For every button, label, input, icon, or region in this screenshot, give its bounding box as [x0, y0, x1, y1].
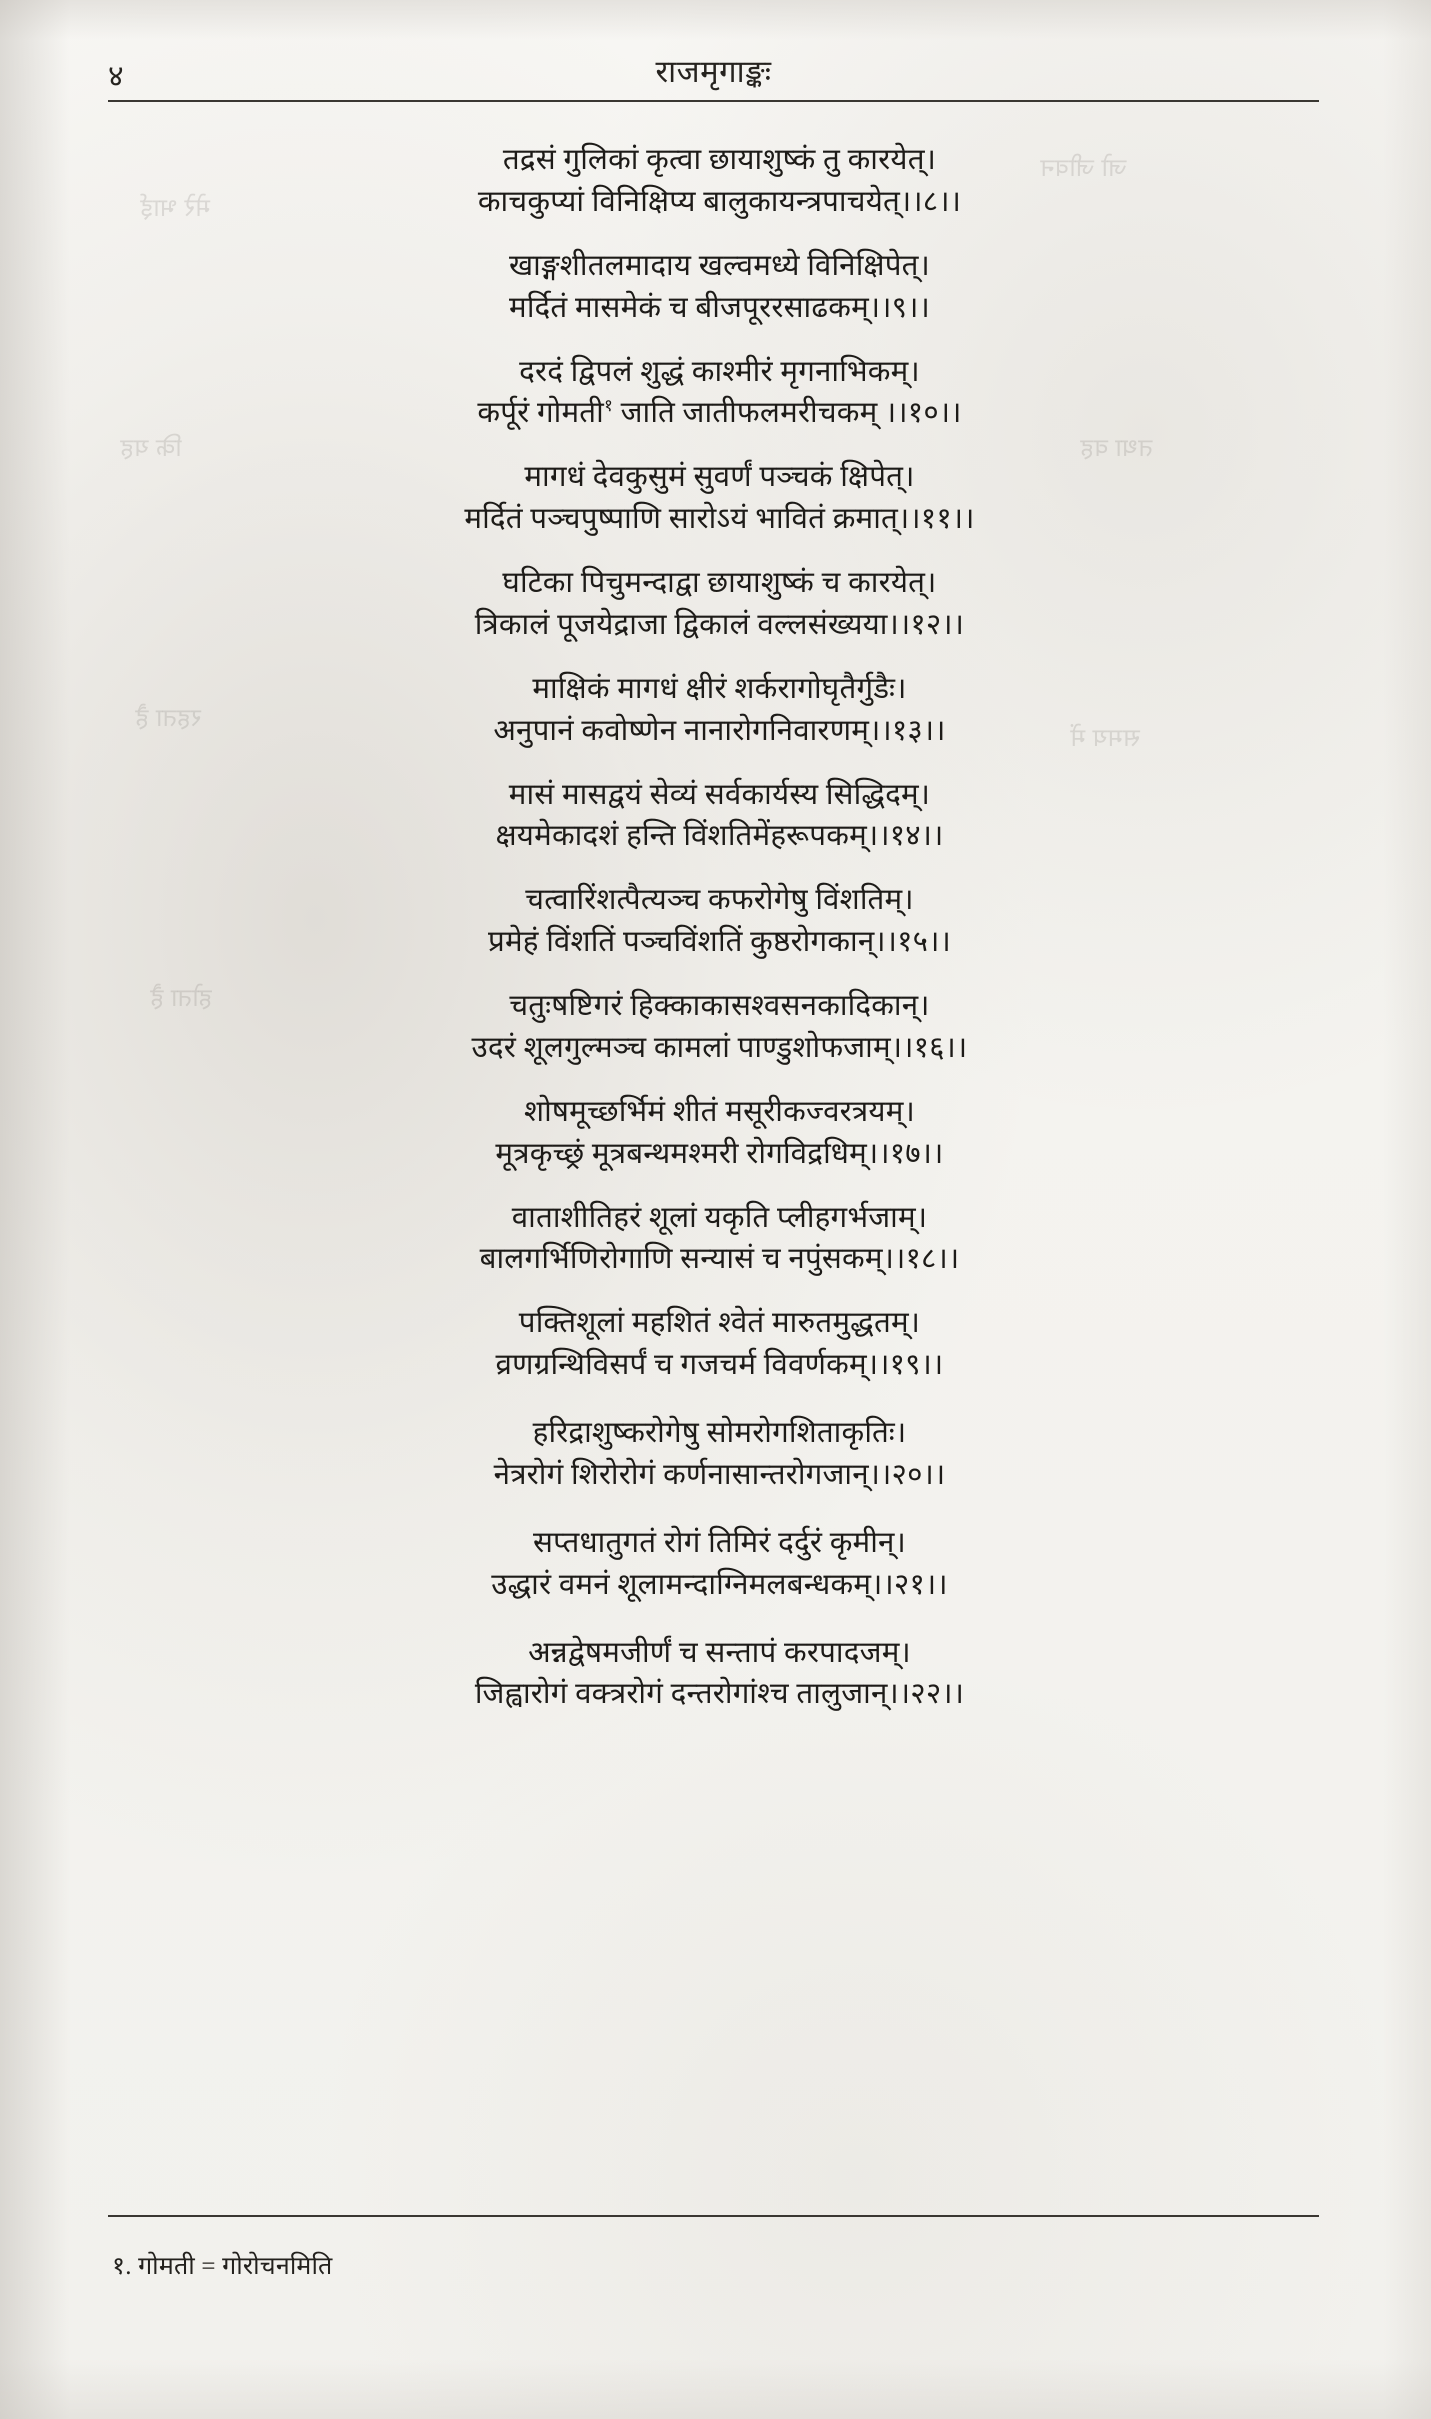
header-rule — [108, 100, 1319, 102]
verse-line: माक्षिकं मागधं क्षीरं शर्करागोघृतैर्गुडैः। — [532, 672, 907, 705]
verse-line: प्रमेहं विंशतिं पञ्चविंशतिं कुष्ठरोगकान्।।१५।। — [487, 926, 951, 959]
verse-line: जिह्वारोगं वक्त्ररोगं दन्तरोगांश्च तालुजान्।।२२।। — [474, 1678, 965, 1711]
verse-block — [120, 880, 1319, 964]
verse-line: बालगर्भिणिरोगाणि सन्यासं च नपुंसकम्।।१८।। — [479, 1243, 960, 1276]
verse-block — [120, 775, 1319, 859]
verse-line: त्रिकालं पूजयेद्राजा द्विकालं वल्लसंख्यया।।१२।। — [474, 608, 965, 641]
bleed-text-4: तथा वह — [1080, 435, 1153, 462]
verse-block — [120, 986, 1319, 1070]
verse-block — [120, 246, 1319, 330]
bleed-text-1: मेरे भाई — [140, 195, 211, 222]
page-edge-shadow-left — [0, 0, 70, 2419]
verse-list — [120, 140, 1319, 1738]
verse-block — [120, 457, 1319, 541]
bleed-text-6: समय में — [1070, 725, 1141, 752]
verse-line: मर्दितं मासमेकं च बीजपूररसाढकम्।।९।। — [509, 291, 930, 324]
bleed-text-5: रहता है — [135, 705, 202, 732]
verse-line: घटिका पिचुमन्दाद्वा छायाशुष्कं च कारयेत्। — [502, 567, 937, 599]
verse-block — [120, 1303, 1319, 1387]
footnote-rule — [108, 2215, 1319, 2217]
verse-block — [120, 140, 1319, 224]
verse-line: कर्पूरं गोमती$^१$ जाति जातीफलमरीचकम् ।।१०।। — [477, 396, 962, 430]
verse-line: वाताशीतिहरं शूलां यकृति प्लीहगर्भजाम्। — [511, 1201, 928, 1234]
page-number: ४ — [108, 60, 124, 93]
page-edge-shadow-right — [1383, 0, 1431, 2419]
verse-line: मागधं देवकुसुमं सुवर्णं पञ्चकं क्षिपेत्। — [524, 461, 915, 494]
verse-line: हरिद्राशुष्करोगेषु सोमरोगशिताकृतिः। — [532, 1417, 907, 1449]
running-title: राजमृगाङ्कः — [655, 54, 772, 89]
verse-line: चतुःषष्टिगरं हिक्काकासश्वसनकादिकान्। — [509, 990, 930, 1022]
verse-block — [120, 563, 1319, 647]
verse-block — [120, 1092, 1319, 1176]
verse-block — [120, 1198, 1319, 1282]
footnote: १. गोमती = गोरोचनमिति — [112, 2253, 333, 2280]
verse-line: दरदं द्विपलं शुद्धं काश्मीरं मृगनाभिकम्। — [519, 355, 920, 388]
verse-line: शोषमूच्छर्भिमं शीतं मसूरीकज्वरत्रयम्। — [524, 1095, 915, 1128]
verse-line: मर्दितं पञ्चपुष्पाणि सारोऽयं भावितं क्रमात्।।११।। — [464, 503, 975, 536]
verse-line: मासं मासद्वयं सेव्यं सर्वकार्यस्य सिद्धिदम्। — [508, 778, 931, 811]
page-header — [108, 48, 1319, 100]
verse-block — [120, 1523, 1319, 1607]
page-edge-shadow-top — [0, 0, 1431, 40]
verse-line: क्षयमेकादशं हन्ति विंशतिमेंहरूपकम्।।१४।। — [495, 820, 944, 853]
verse-line: व्रणग्रन्थिविसर्पं च गजचर्म विवर्णकम्।।१९।। — [495, 1349, 944, 1382]
verse-line: सप्तधातुगतं रोगं तिमिरं दर्दुरं कृमीन्। — [533, 1526, 906, 1559]
verse-line: अन्नद्वेषमजीर्णं च सन्तापं करपादजम्। — [528, 1636, 911, 1669]
verse-block — [120, 352, 1319, 436]
page-edge-shadow-bottom — [0, 2359, 1431, 2419]
verse-block — [120, 669, 1319, 753]
verse-line: खाङ्गशीतलमादाय खल्वमध्ये विनिक्षिपेत्। — [508, 249, 931, 282]
verse-line: मूत्रकृच्छ्रं मूत्रबन्थमश्मरी रोगविद्रधिम्।।१७।। — [495, 1137, 944, 1170]
bleed-text-3: कि यह — [120, 435, 182, 462]
verse-line: पक्तिशूलां महशितं श्वेतं मारुतमुद्धतम्। — [518, 1307, 921, 1340]
verse-line: उद्धारं वमनं शूलामन्दाग्निमलबन्धकम्।।२१।। — [491, 1568, 948, 1601]
verse-line: नेत्ररोगं शिरोरोगं कर्णनासान्तरोगजान्।।२०।। — [493, 1458, 946, 1491]
verse-line: काचकुप्यां विनिक्षिप्य बालुकायन्त्रपाचयेत्।।८।। — [477, 185, 962, 218]
bleed-text-2: जो जीवन — [1040, 155, 1127, 182]
verse-line: चत्वारिंशत्पैत्यञ्च कफरोगेषु विंशतिम्। — [525, 884, 914, 917]
verse-line: तद्रसं गुलिकां कृत्वा छायाशुष्कं तु कारयेत्। — [502, 144, 937, 176]
verse-line: उदरं शूलगुल्मञ्च कामलां पाण्डुशोफजाम्।।१६।। — [471, 1031, 968, 1064]
verse-line: अनुपानं कवोष्णेन नानारोगनिवारणम्।।१३।। — [493, 714, 946, 747]
verse-block — [120, 1633, 1319, 1717]
verse-block — [120, 1413, 1319, 1497]
bleed-text-7: होता है — [150, 985, 213, 1012]
